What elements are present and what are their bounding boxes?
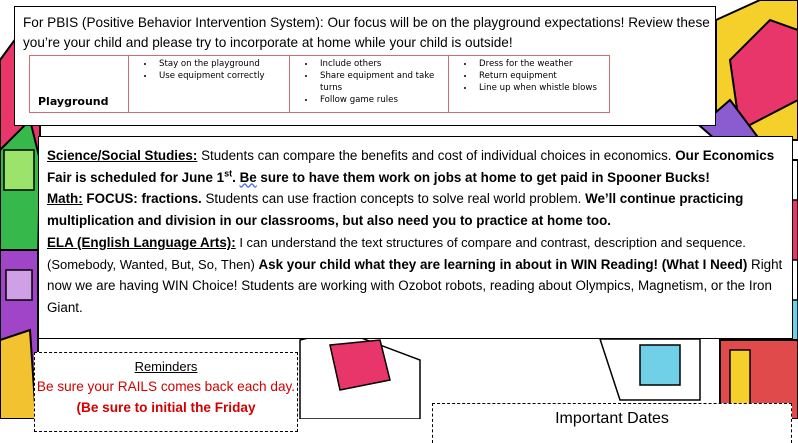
- math-heading: Math:: [47, 191, 83, 207]
- list-item: • Return equipment: [475, 70, 609, 82]
- science-paragraph: [47, 145, 787, 188]
- list-item: • Stay on the playground: [155, 58, 289, 70]
- math-bold-text: We’ll continue practicing multiplication and division in our classrooms, but also need you to practice at home too.: [47, 191, 744, 229]
- playground-expectations-table: [29, 55, 610, 113]
- reminders-section: [34, 352, 298, 432]
- math-paragraph: [47, 188, 787, 231]
- list-item: • Use equipment correctly: [155, 70, 289, 82]
- science-bold-period: .: [232, 169, 240, 185]
- science-be-word: Be: [239, 169, 257, 185]
- science-superscript: st: [224, 168, 233, 179]
- ela-bold-text: Ask your child what they are learning in about in WIN Reading! (What I Need): [258, 256, 748, 272]
- list-item: • Share equipment and take turns: [316, 70, 448, 94]
- table-cell-col-1: [129, 56, 290, 113]
- science-heading: Science/Social Studies:: [47, 148, 198, 163]
- ela-paragraph: [47, 232, 787, 319]
- ela-text: I can understand the text structures of compare and contrast, description and sequence. (Somebody, Wanted, But, So, Then): [47, 234, 746, 272]
- subjects-section: [38, 136, 793, 339]
- crayon-left-bottom: [0, 330, 36, 419]
- playground-label: Playground: [38, 95, 109, 108]
- reminders-text-plain: Be sure your RAILS comes back each day.: [36, 379, 296, 394]
- table-row-header: [30, 56, 129, 113]
- table-cell-col-2: [290, 56, 449, 113]
- reminders-text-bold: (Be sure to initial the Friday: [76, 400, 256, 415]
- table-row: [30, 56, 610, 113]
- pbis-section: [14, 6, 716, 126]
- table-cell-col-3: [449, 56, 610, 113]
- bullet-list: [290, 58, 448, 106]
- important-dates-title: Important Dates: [555, 410, 669, 427]
- ela-heading: ELA (English Language Arts):: [47, 234, 236, 250]
- math-text: Students can use fraction concepts to solve real world problem.: [201, 191, 586, 207]
- science-text: Students can compare the benefits and cost of individual choices in economics.: [197, 148, 676, 163]
- science-bold-text: Our Economics Fair is scheduled for June 1: [47, 148, 775, 185]
- list-item: • Dress for the weather: [475, 58, 609, 70]
- pbis-intro-text: For PBIS (Positive Behavior Intervention System): Our focus will be on the playground expectations! Review these you’re your child and please try to incorporate at home while your child is outside!: [23, 15, 710, 50]
- list-item: • Follow game rules: [316, 94, 448, 106]
- list-item: • Include others: [316, 58, 448, 70]
- list-item: • Line up when whistle blows: [475, 82, 609, 94]
- math-focus: FOCUS: fractions.: [82, 191, 202, 207]
- science-bold-text-2: sure to have them work on jobs at home to get paid in Spooner Bucks!: [256, 169, 710, 185]
- subjects-text: [47, 145, 787, 319]
- reminders-title: Reminders: [134, 359, 198, 374]
- reminders-text: [35, 376, 297, 418]
- bullet-list: [129, 58, 289, 82]
- ela-text-2: Right now we are having WIN Choice! Students are working with Ozobot robots, reading about Olympics, Magnetism, or the Iron Giant.: [47, 256, 783, 315]
- bullet-list: [449, 58, 609, 94]
- important-dates-section: [432, 403, 792, 443]
